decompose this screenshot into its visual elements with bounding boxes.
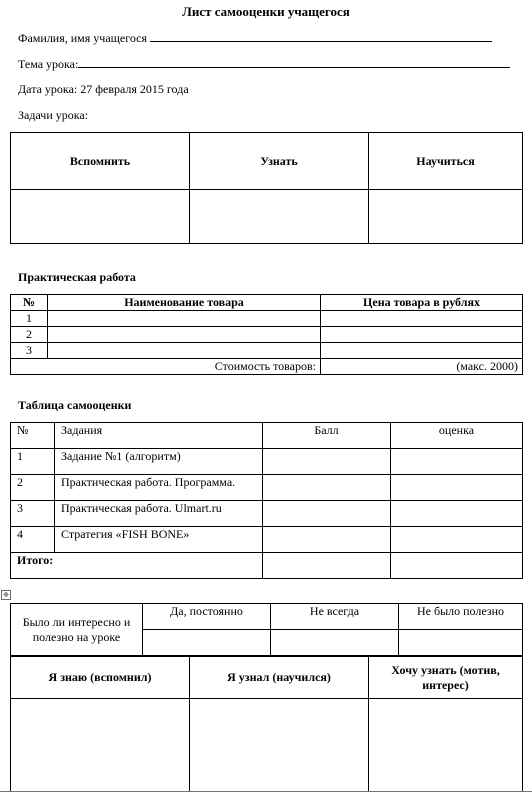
- topic-field-line[interactable]: [78, 57, 510, 68]
- reflection-cell-know[interactable]: [11, 699, 190, 792]
- goals-cell-learn[interactable]: [190, 190, 369, 244]
- page-bottom-divider: [0, 791, 532, 792]
- practical-row-name[interactable]: [48, 327, 321, 343]
- assessment-row-task: Практическая работа. Ulmart.ru: [55, 501, 263, 527]
- reflection-header-learned: Я узнал (научился): [190, 657, 369, 699]
- assessment-row-score[interactable]: [263, 501, 391, 527]
- assessment-header-task: Задания: [55, 423, 263, 449]
- interest-option-sometimes: Не всегда: [271, 604, 399, 630]
- assessment-header-grade: оценка: [391, 423, 523, 449]
- practical-row-name[interactable]: [48, 343, 321, 359]
- assessment-row-grade[interactable]: [391, 449, 523, 475]
- assessment-row-score[interactable]: [263, 449, 391, 475]
- interest-answer-not-useful[interactable]: [399, 630, 523, 656]
- assessment-row-grade[interactable]: [391, 475, 523, 501]
- assessment-total-grade[interactable]: [391, 553, 523, 579]
- goals-header-learn: Узнать: [190, 133, 369, 190]
- practical-table: [10, 294, 523, 375]
- practical-heading: Практическая работа: [18, 270, 136, 284]
- self-assessment-heading: Таблица самооценки: [18, 398, 132, 412]
- name-row: [18, 31, 492, 46]
- assessment-row-num: 2: [11, 475, 55, 501]
- assessment-row-num: 3: [11, 501, 55, 527]
- assessment-total-label: Итого:: [11, 553, 263, 579]
- practical-row-num: 2: [11, 327, 48, 343]
- assessment-row-num: 1: [11, 449, 55, 475]
- assessment-row-task: Задание №1 (алгоритм): [55, 449, 263, 475]
- practical-header-price: Цена товара в рублях: [321, 295, 523, 311]
- interest-option-always: Да, постоянно: [143, 604, 271, 630]
- assessment-row-grade[interactable]: [391, 501, 523, 527]
- reflection-header-want: Хочу узнать (мотив, интерес): [369, 657, 523, 699]
- assessment-row-num: 4: [11, 527, 55, 553]
- assessment-total-score[interactable]: [263, 553, 391, 579]
- assessment-row-task: Стратегия «FISH BONE»: [55, 527, 263, 553]
- reflection-cell-learned[interactable]: [190, 699, 369, 792]
- practical-header-name: Наименование товара: [48, 295, 321, 311]
- interest-table: [10, 603, 523, 656]
- practical-total-value[interactable]: (макс. 2000): [321, 359, 523, 375]
- practical-row-name[interactable]: [48, 311, 321, 327]
- practical-row-price[interactable]: [321, 343, 523, 359]
- page-title: Лист самооценки учащегося: [182, 4, 350, 19]
- practical-row-num: 3: [11, 343, 48, 359]
- practical-header-num: №: [11, 295, 48, 311]
- name-field-line[interactable]: [150, 31, 492, 42]
- interest-answer-always[interactable]: [143, 630, 271, 656]
- assessment-header-num: №: [11, 423, 55, 449]
- goals-cell-remember[interactable]: [11, 190, 190, 244]
- date-label: Дата урока: 27 февраля 2015 года: [18, 82, 189, 96]
- practical-row-price[interactable]: [321, 311, 523, 327]
- topic-row: [18, 57, 510, 72]
- name-label: Фамилия, имя учащегося: [18, 31, 147, 45]
- practical-total-label: Стоимость товаров:: [11, 359, 321, 375]
- interest-option-not-useful: Не было полезно: [399, 604, 523, 630]
- interest-answer-sometimes[interactable]: [271, 630, 399, 656]
- goals-cell-master[interactable]: [369, 190, 523, 244]
- practical-row-num: 1: [11, 311, 48, 327]
- practical-row-price[interactable]: [321, 327, 523, 343]
- assessment-row-task: Практическая работа. Программа.: [55, 475, 263, 501]
- table-move-handle-icon[interactable]: ✥: [1, 590, 11, 600]
- goals-header-master: Научиться: [369, 133, 523, 190]
- tasks-label: Задачи урока:: [18, 108, 89, 122]
- reflection-table: [10, 656, 523, 792]
- goals-table: [10, 132, 523, 244]
- self-assessment-table: [10, 422, 523, 579]
- reflection-header-know: Я знаю (вспомнил): [11, 657, 190, 699]
- assessment-row-score[interactable]: [263, 475, 391, 501]
- topic-label: Тема урока:: [18, 57, 79, 71]
- reflection-cell-want[interactable]: [369, 699, 523, 792]
- assessment-row-score[interactable]: [263, 527, 391, 553]
- goals-header-remember: Вспомнить: [11, 133, 190, 190]
- interest-question: Было ли интересно и полезно на уроке: [11, 604, 143, 656]
- assessment-header-score: Балл: [263, 423, 391, 449]
- assessment-row-grade[interactable]: [391, 527, 523, 553]
